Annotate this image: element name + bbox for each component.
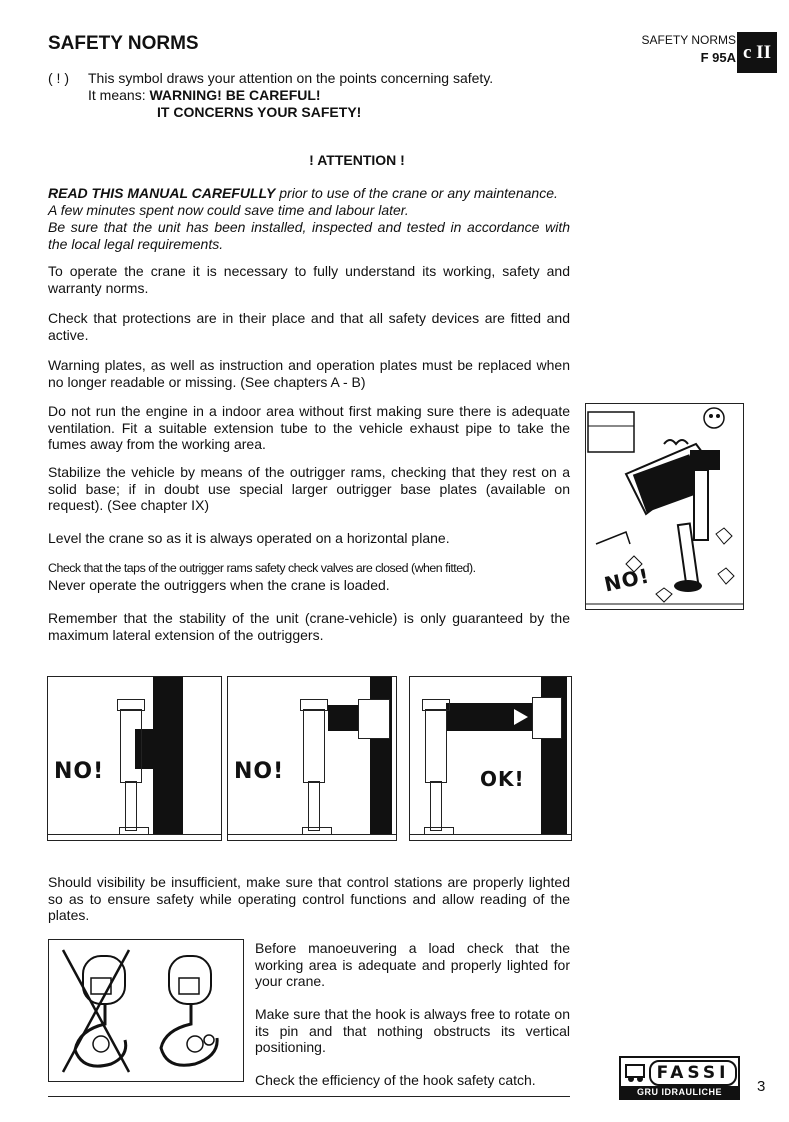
warning-text: WARNING! BE CAREFUL! xyxy=(149,87,321,103)
concerns-text: IT CONCERNS YOUR SAFETY! xyxy=(157,104,362,120)
cartoon-illustration xyxy=(585,403,744,610)
paragraph-taps: Check that the taps of the outrigger rams safety check valves are closed (when fitted). xyxy=(48,561,476,575)
safety-symbol: ( ! ) xyxy=(48,70,69,86)
paragraph-stabilize: Stabilize the vehicle by means of the outrigger rams, checking that they rest on a solid base; if in doubt use special larger outrigger base plates (available on request). (See chapter IX) xyxy=(48,464,570,513)
paragraph-hook-rotate: Make sure that the hook is always free to rotate on its pin and that nothing obstructs its vertical positioning. xyxy=(255,1006,570,1055)
paragraph-outriggers-loaded: Never operate the outriggers when the crane is loaded. xyxy=(48,577,390,593)
paragraph-visibility: Should visibility be insufficient, make sure that control stations are properly lighted so as to ensure safety while operating control functions and allow reading of the plates. xyxy=(48,874,570,923)
beam-end xyxy=(358,699,390,739)
paragraph-manoeuvering: Before manoeuvering a load check that the working area is adequate and properly lighted for your crane. xyxy=(255,940,570,989)
footer-rule xyxy=(48,1096,570,1097)
truck-icon xyxy=(624,1061,648,1083)
header-section-label: SAFETY NORMS xyxy=(641,33,736,47)
fassi-brand: FASSI xyxy=(649,1060,737,1086)
ram-rod xyxy=(125,781,137,831)
read-manual-line2: A few minutes spent now could save time and labour later. xyxy=(48,202,409,218)
hook-illustration xyxy=(48,939,244,1082)
header-model: F 95A xyxy=(700,50,736,65)
page-number: 3 xyxy=(757,1078,766,1095)
paragraph-engine: Do not run the engine in a indoor area without first making sure there is adequate ventilation. Fit a suitable extension tube to the vehicle exhaust pipe to take the fumes away from the working area. xyxy=(48,403,570,452)
fassi-tagline: GRU IDRAULICHE xyxy=(621,1086,738,1098)
panel1-no-stamp: NO! xyxy=(54,759,105,784)
panel2-no-stamp: NO! xyxy=(234,759,285,784)
ram-rod xyxy=(308,781,320,831)
read-manual-line3: Be sure that the unit has been installed, inspected and tested in accordance with the local legal requirements. xyxy=(48,219,570,252)
read-manual-line xyxy=(48,185,570,202)
read-manual-rest: prior to use of the crane or any maintenance. xyxy=(275,185,558,201)
intro-line: This symbol draws your attention on the points concerning safety. xyxy=(88,70,494,86)
fassi-logo xyxy=(619,1056,740,1100)
chapter-tab xyxy=(737,32,777,73)
paragraph-hook-catch: Check the efficiency of the hook safety catch. xyxy=(255,1072,536,1088)
chapter-tab-label: c II xyxy=(743,42,771,63)
ram-body xyxy=(425,709,447,783)
ram-body xyxy=(120,709,142,783)
attention-heading: ! ATTENTION ! xyxy=(309,152,405,168)
intro-means xyxy=(88,87,321,103)
beam-end xyxy=(532,697,562,739)
outrigger-panel-3 xyxy=(409,676,572,841)
outrigger-panel-1 xyxy=(47,676,222,841)
ram-body xyxy=(303,709,325,783)
page-title: SAFETY NORMS xyxy=(48,33,199,54)
paragraph-operate: To operate the crane it is necessary to fully understand its working, safety and warranty norms. xyxy=(48,263,570,296)
paragraph-stability: Remember that the stability of the unit (crane-vehicle) is only guaranteed by the maximum lateral extension of the outriggers. xyxy=(48,610,570,643)
hook-drawing xyxy=(49,940,243,1081)
paragraph-protections: Check that protections are in their place and that all safety devices are fitted and active. xyxy=(48,310,570,343)
paragraph-plates: Warning plates, as well as instruction and operation plates must be replaced when no longer readable or missing. (See chapters A - B) xyxy=(48,357,570,390)
crane-column xyxy=(153,677,183,834)
arrow-icon xyxy=(514,709,528,725)
means-label: It means: xyxy=(88,87,146,103)
ram-rod xyxy=(430,781,442,831)
cartoon-no-stamp: NO! xyxy=(602,563,652,597)
outrigger-panel-2 xyxy=(227,676,397,841)
panel3-ok-stamp: OK! xyxy=(480,767,525,791)
read-manual-bold: READ THIS MANUAL CAREFULLY xyxy=(48,185,276,201)
paragraph-level: Level the crane so as it is always operated on a horizontal plane. xyxy=(48,530,450,546)
